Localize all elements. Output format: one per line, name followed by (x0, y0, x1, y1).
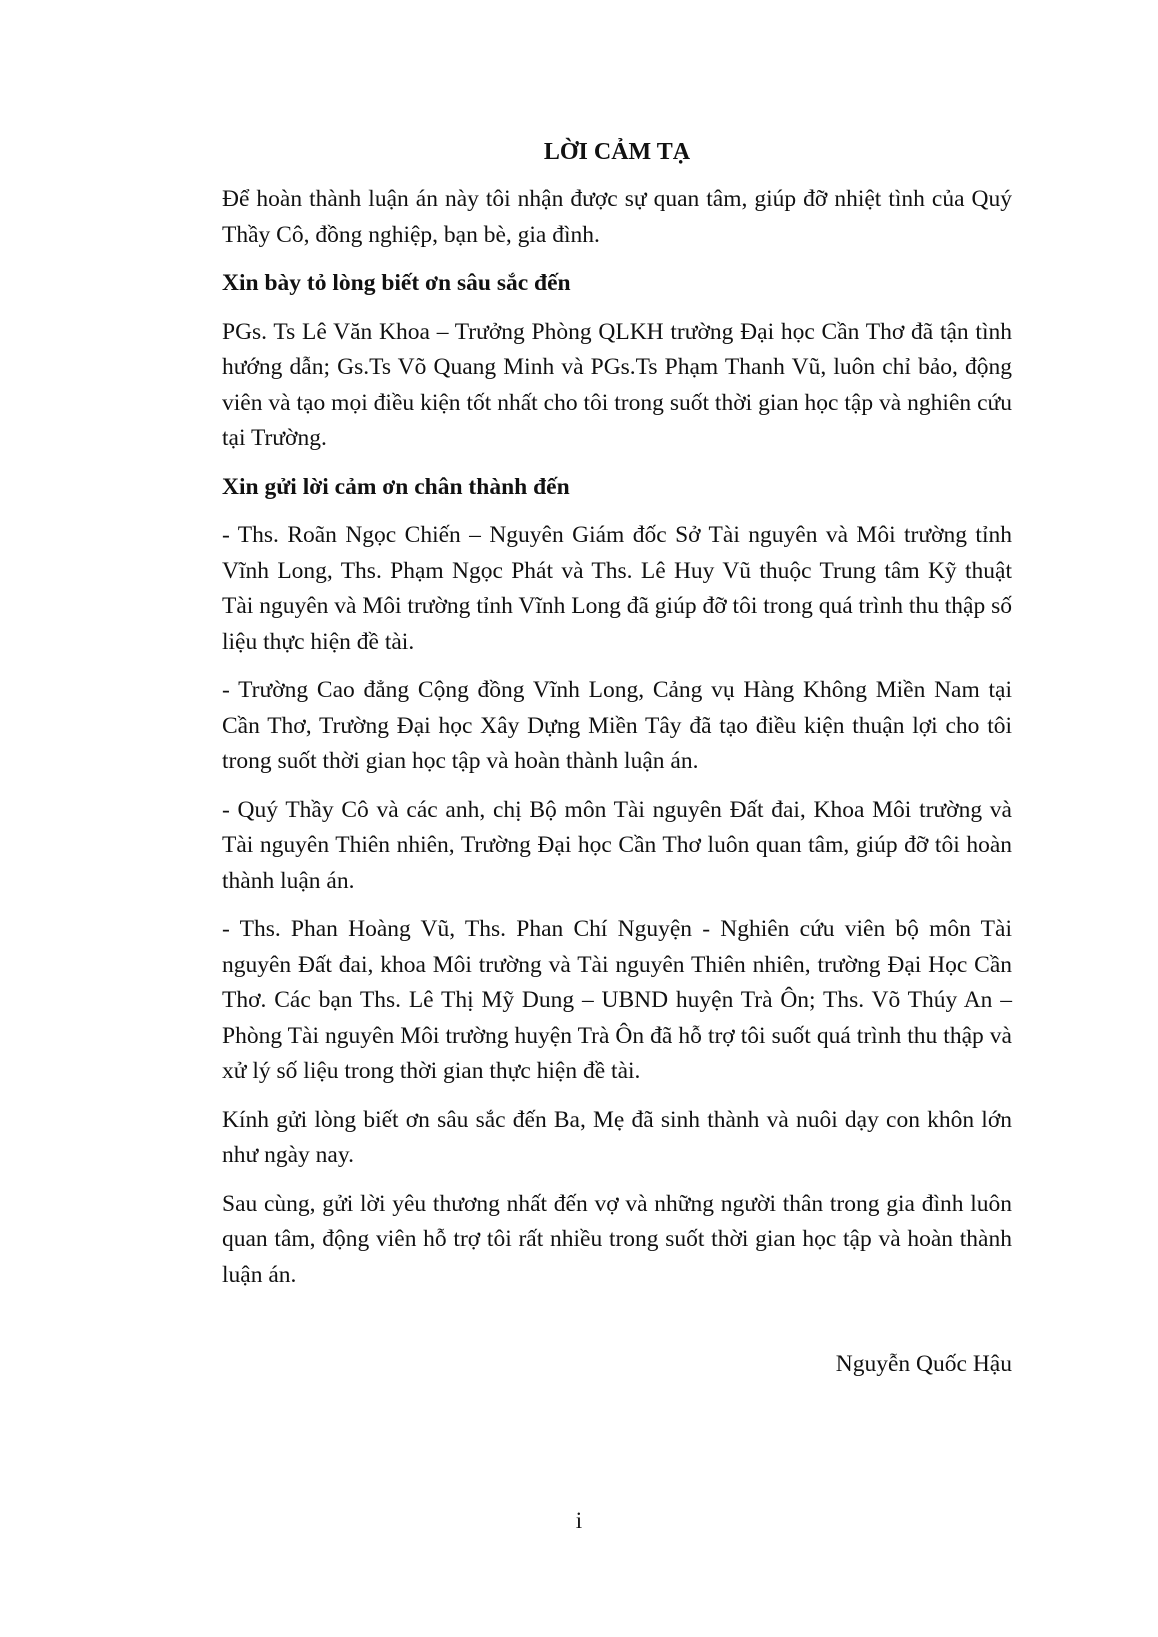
gratitude-heading: Xin bày tỏ lòng biết ơn sâu sắc đến (222, 270, 571, 296)
thanks-item: - Quý Thầy Cô và các anh, chị Bộ môn Tài nguyên Đất đai, Khoa Môi trường và Tài nguyên Thiên nhiên, Trường Đại học Cần Thơ luôn quan tâm, giúp đỡ tôi hoàn thành luận án. (222, 796, 1012, 894)
thanks-heading: Xin gửi lời cảm ơn chân thành đến (222, 473, 570, 500)
page-number: i (575, 1508, 583, 1533)
thanks-item: - Trường Cao đẳng Cộng đồng Vĩnh Long, Cảng vụ Hàng Không Miền Nam tại Cần Thơ, Trường Đại học Xây Dựng Miền Tây đã tạo điều kiện thuận lợi cho tôi trong suốt thời gian học tập và hoàn thành luận án. (222, 677, 1012, 774)
page-title: LỜI CẢM TẠ (543, 139, 691, 165)
advisors-paragraph: PGs. Ts Lê Văn Khoa – Trưởng Phòng QLKH trường Đại học Cần Thơ đã tận tình hướng dẫn; Gs.Ts Võ Quang Minh và PGs.Ts Phạm Thanh Vũ, luôn chỉ bảo, động viên và tạo mọi điều kiện tốt nhất cho tôi trong suốt thời gian học tập và nghiên cứu tại Trường. (222, 318, 1012, 451)
thanks-item: - Ths. Phan Hoàng Vũ, Ths. Phan Chí Nguyện - Nghiên cứu viên bộ môn Tài nguyên Đất đai, khoa Môi trường và Tài nguyên Thiên nhiên, trường Đại Học Cần Thơ. Các bạn Ths. Lê Thị Mỹ Dung – UBND huyện Trà Ôn; Ths. Võ Thúy An – Phòng Tài nguyên Môi trường huyện Trà Ôn đã hỗ trợ tôi suốt quá trình thu thập và xử lý số liệu trong thời gian thực hiện đề tài. (222, 916, 1012, 1084)
parents-paragraph: Kính gửi lòng biết ơn sâu sắc đến Ba, Mẹ đã sinh thành và nuôi dạy con khôn lớn như ngày nay. (222, 1106, 1012, 1168)
thanks-item: - Ths. Roãn Ngọc Chiến – Nguyên Giám đốc Sở Tài nguyên và Môi trường tỉnh Vĩnh Long, Ths. Phạm Ngọc Phát và Ths. Lê Huy Vũ thuộc Trung tâm Kỹ thuật Tài nguyên và Môi trường tỉnh Vĩnh Long đã giúp đỡ tôi trong quá trình thu thập số liệu thực hiện đề tài. (222, 522, 1012, 655)
page-content (222, 134, 1012, 1383)
family-paragraph: Sau cùng, gửi lời yêu thương nhất đến vợ và những người thân trong gia đình luôn quan tâm, động viên hỗ trợ tôi rất nhiều trong suốt thời gian học tập và hoàn thành luận án. (222, 1190, 1012, 1288)
intro-paragraph: Để hoàn thành luận án này tôi nhận được sự quan tâm, giúp đỡ nhiệt tình của Quý Thầy Cô, đồng nghiệp, bạn bè, gia đình. (222, 186, 1012, 248)
author-signature: Nguyễn Quốc Hậu (835, 1351, 1012, 1377)
